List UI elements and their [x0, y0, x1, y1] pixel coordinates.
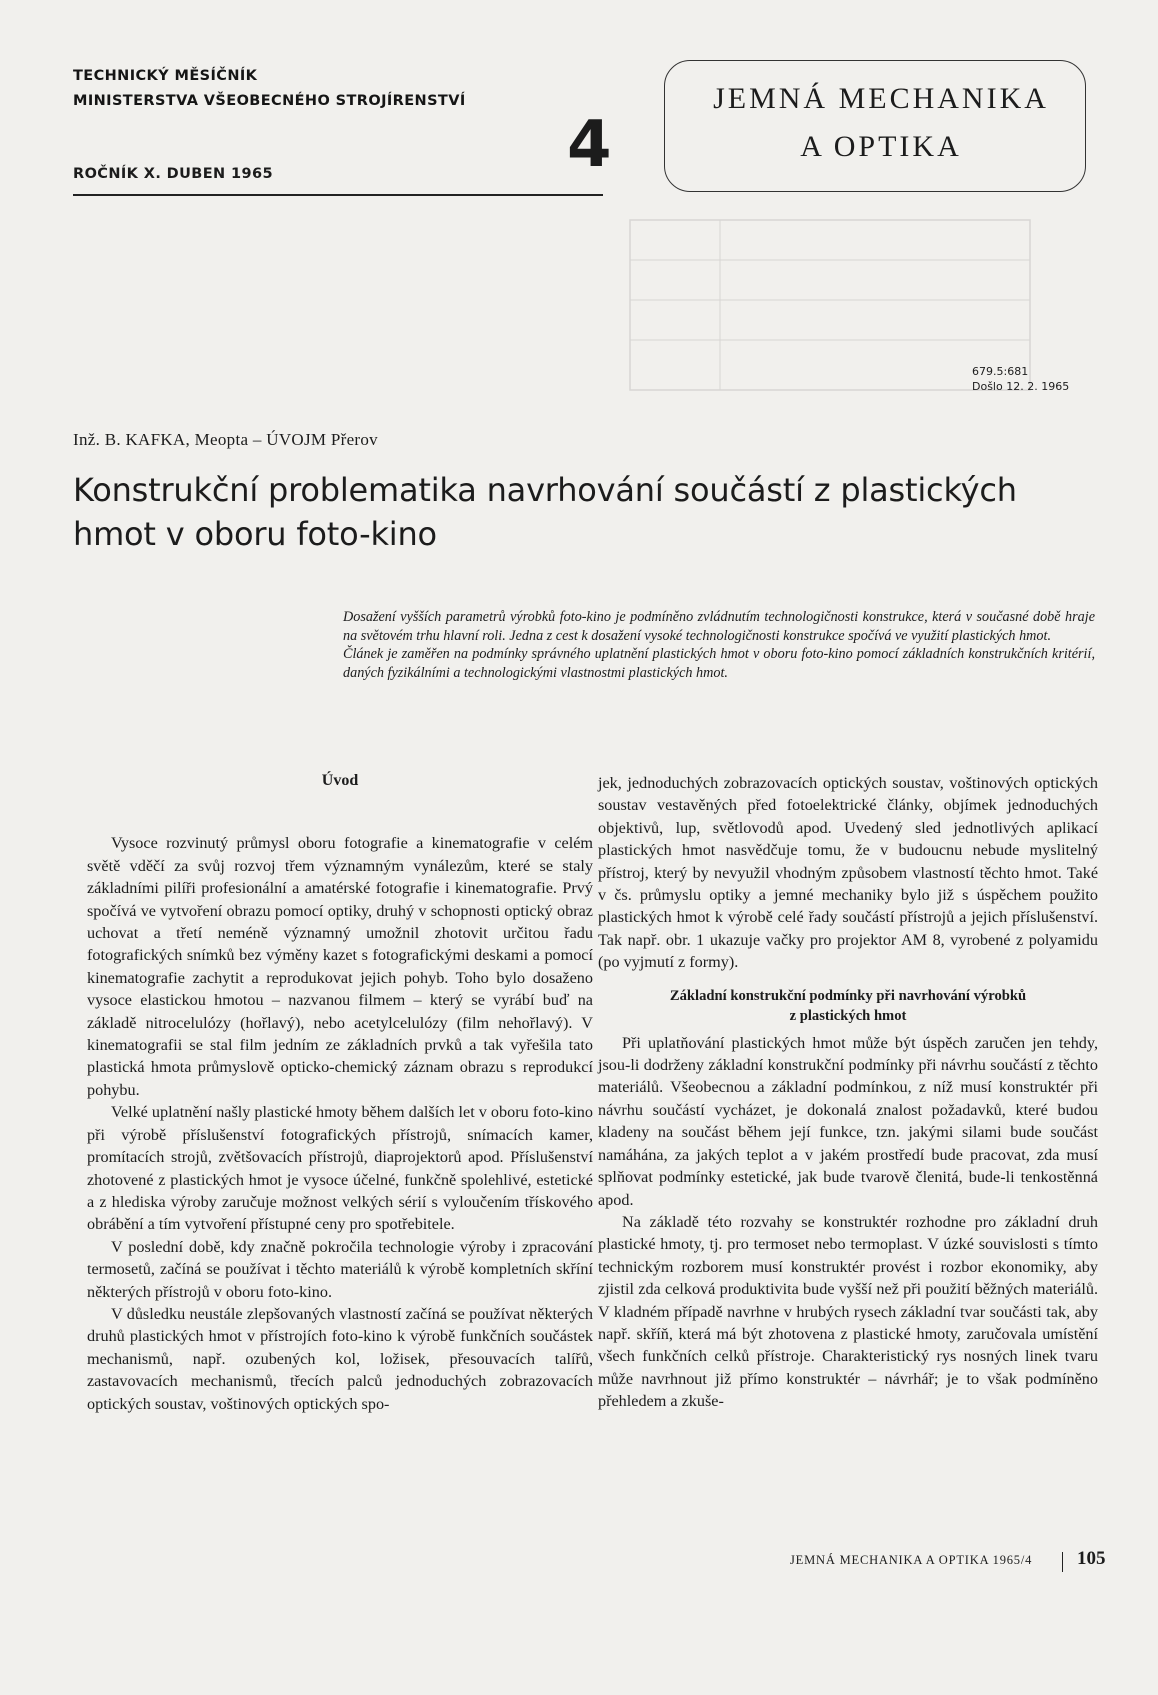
publisher-line-2: MINISTERSTVA VŠEOBECNÉHO STROJÍRENSTVÍ	[73, 93, 466, 109]
page-number: 105	[1077, 1548, 1106, 1569]
classification	[972, 364, 1069, 394]
header-rule	[73, 194, 603, 196]
left-column	[87, 770, 593, 1415]
paragraph: Velké uplatnění našly plastické hmoty během dalších let v oboru foto-kino při výrobě příslušenství fotografických přístrojů, snímacích kamer, promítacích strojů, zvětšovacích přístrojů, diaprojektorů apod. Příslušenství zhotovené z plastických hmot je vysoce účelné, funkčně spolehlivé, estetické a z hlediska výroby zaručuje možnost velkých sérií s vyloučením třískového obrábění a tím vytvoření přístupné ceny pro spotřebitele.	[87, 1103, 593, 1234]
received-date: Došlo 12. 2. 1965	[972, 380, 1070, 393]
article-author: Inž. B. KAFKA, Meopta – ÚVOJM Přerov	[73, 430, 378, 449]
footer-separator	[1062, 1552, 1063, 1572]
issue-number: 4	[567, 108, 612, 182]
journal-title-line-1: JEMNÁ MECHANIKA	[713, 82, 1049, 115]
footer-journal: JEMNÁ MECHANIKA A OPTIKA 1965/4	[790, 1553, 1033, 1567]
right-column	[598, 772, 1098, 1413]
section-heading-intro: Úvod	[321, 772, 359, 789]
abstract-paragraph-2: Článek je zaměřen na podmínky správného uplatnění plastických hmot v oboru foto-kino pomocí základních konstrukčních kritérií, daných fyzikálními a technologickými vlastnostmi plastických hmot.	[343, 646, 1095, 681]
article-title-line-2: hmot v oboru foto-kino	[73, 515, 437, 553]
paragraph: Při uplatňování plastických hmot může být úspěch zaručen jen tehdy, jsou-li dodrženy základní konstrukční podmínky při návrhu součástí z těchto materiálů. Všeobecnou a základní podmínkou, z níž musí konstruktér při návrhu součástí vycházet, je dokonalá znalost požadavků, které budou kladeny na součást během její funkce, tzn. jakými silami bude součást namáhána, za jakých teplot a v jakém prostředí bude pracovat, zda musí splňovat podmínky estetické, jak bude tvarově členitá, bude-li tenkostěnná apod.	[598, 1033, 1098, 1209]
journal-title-line-2: A OPTIKA	[800, 130, 962, 163]
article-title	[73, 468, 1073, 556]
journal-title-frame	[664, 60, 1086, 192]
article-title-line-1: Konstrukční problematika navrhování součástí z plastických	[73, 471, 1017, 509]
paragraph: Vysoce rozvinutý průmysl oboru fotografie a kinematografie v celém světě vděčí za svůj rozvoj třem významným vynálezům, které se staly základními pilíři profesionální a amatérské fotografie i kinematografie. Prvý spočívá ve vytvoření obrazu pomocí optiky, druhý v schopnosti optický obraz uchovat a třetí neméně významný umožnil zhotovit určitou řadu fotografických snímků bez výměny kazet s fotografickými deskami a pomocí kinematografie zachytit a reprodukovat jejich pohyb. Toho bylo dosaženo vysoce elastickou hmotou – nazvanou filmem – který se vyrábí buď na základě nitrocelulózy (hořlavý), nebo acetylcelulózy (film nehořlavý). V kinematografii se stal film jedním ze základních prvků a tak vyřešila tato plastická hmota průmyslově opticko-chemický záznam obrazu s reprodukcí pohybu.	[87, 834, 593, 1099]
publisher-header	[73, 64, 593, 114]
udc-code: 679.5:681	[972, 365, 1029, 378]
section-heading-line-1: Základní konstrukční podmínky při navrhování výrobků	[669, 987, 1027, 1004]
paragraph: V důsledku neustále zlepšovaných vlastností začíná se používat některých druhů plastických hmot v přístrojích foto-kino k výrobě funkčních součástek mechanismů, např. ozubených kol, ložisek, přesouvacích talířů, zastavovacích mechanismů, třecích palců jednoduchých zobrazovacích optických soustav, voštinových optických spo-	[87, 1304, 593, 1413]
paragraph: jek, jednoduchých zobrazovacích optických soustav, voštinových optických soustav vestavěných před fotoelektrické články, objímek jednoduchých objektivů, lup, světlovodů apod. Uvedený sled jednotlivých aplikací plastických hmot nasvědčuje tomu, že v budoucnu nebude myslitelný přístroj, který by nevyužil vhodným způsobem vlastností těchto hmot. Také v čs. průmyslu optiky a jemné mechaniky bylo již s úspěchem použito plastických hmot k výrobě celé řady součástí přístrojů a jejich příslušenství. Tak např. obr. 1 ukazuje vačky pro projektor AM 8, vyrobené z polyamidu (po vyjmutí z formy).	[598, 774, 1098, 972]
paragraph: V poslední době, kdy značně pokročila technologie výroby i zpracování termosetů, začíná se používat i těchto materiálů k výrobě kompletních skříní některých přístrojů v oboru foto-kino.	[87, 1237, 593, 1301]
abstract-paragraph-1: Dosažení vyšších parametrů výrobků foto-kino je podmíněno zvládnutím technologičnosti konstrukce, která v současné době hraje na světovém trhu hlavní roli. Jedna z cest k dosažení vysoké technologičnosti konstrukce spočívá ve využití plastických hmot.	[343, 609, 1095, 644]
issue-line: ROČNÍK X. DUBEN 1965	[73, 166, 273, 182]
publisher-line-1: TECHNICKÝ MĚSÍČNÍK	[73, 68, 258, 84]
section-heading-conditions	[598, 986, 1098, 1026]
article-abstract	[343, 608, 1095, 682]
section-heading-line-2: z plastických hmot	[789, 1007, 907, 1024]
paragraph: Na základě této rozvahy se konstruktér rozhodne pro základní druh plastické hmoty, tj. pro termoset nebo termoplast. V úzké souvislosti s tímto technickým rozborem musí konstruktér provést i rozbor ekonomiky, aby zjistil zda celková produktivita bude vyšší než při použití běžných materiálů. V kladném případě navrhne v hrubých rysech základní tvar součásti tak, aby např. skříň, která má být zhotovena z plastické hmoty, zaručovala umístění všech funkčních celků přístroje. Charakteristický rys nosných linek tvaru může navrhnout již přímo konstruktér – návrhář; je to však podmíněno přehledem a zkuše-	[598, 1212, 1098, 1411]
